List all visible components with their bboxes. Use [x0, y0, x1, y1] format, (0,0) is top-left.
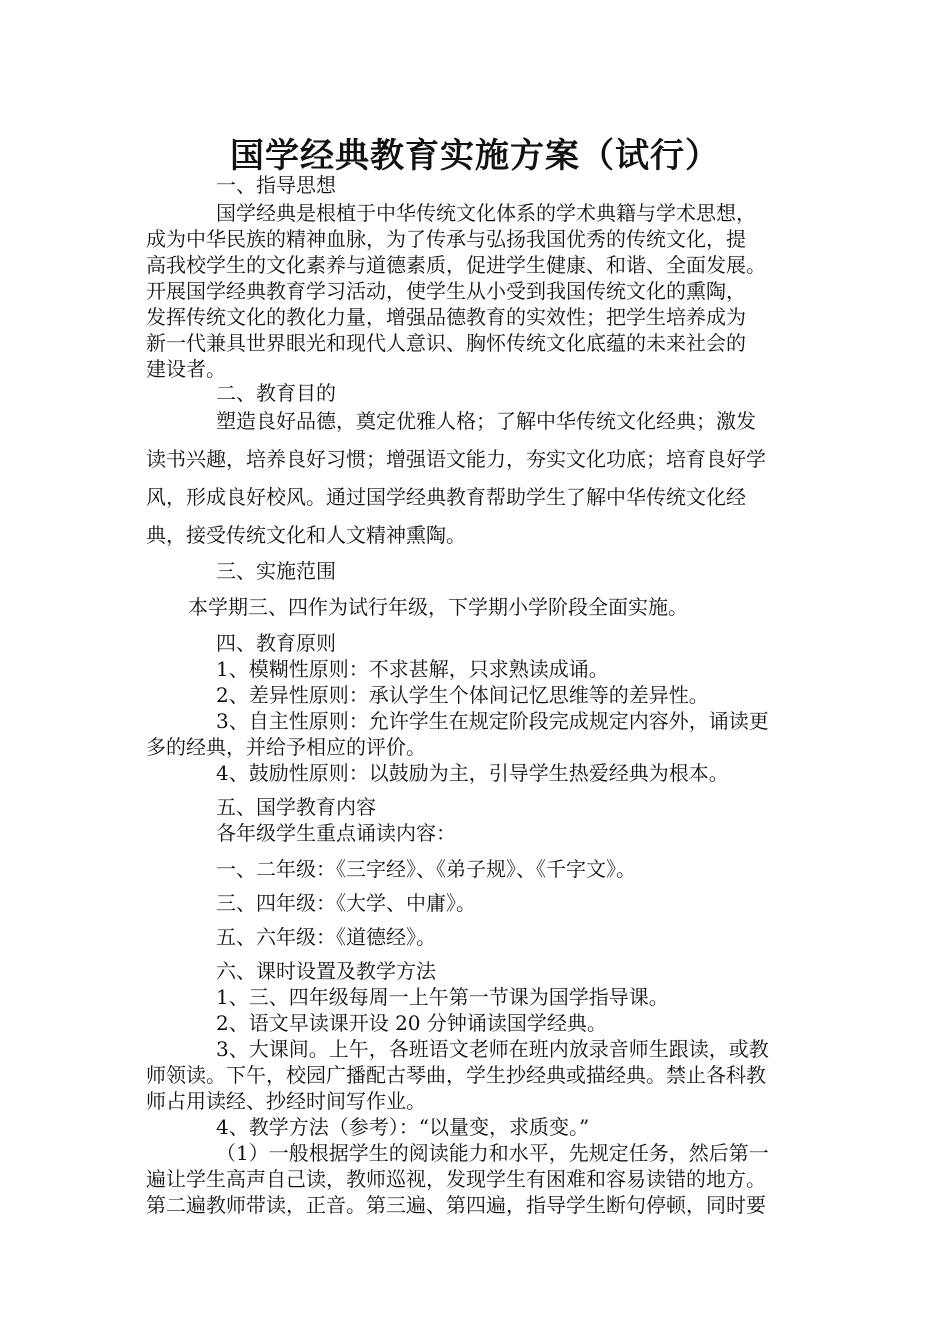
- list-item: 三、四年级：《大学、中庸》。: [216, 891, 476, 915]
- paragraph-line: 读书兴趣，培养良好习惯；增强语文能力，夯实文化功底；培育良好学: [146, 447, 766, 471]
- list-item: 五、六年级：《道德经》。: [216, 925, 436, 949]
- paragraph-line: 风，形成良好校风。通过国学经典教育帮助学生了解中华传统文化经: [146, 485, 746, 509]
- paragraph-line: 新一代兼具世界眼光和现代人意识、胸怀传统文化底蕴的未来社会的: [146, 331, 746, 355]
- paragraph-line: （1）一般根据学生的阅读能力和水平，先规定任务，然后第一: [216, 1141, 769, 1165]
- document-title: 国学经典教育实施方案（试行）: [230, 136, 720, 176]
- section-heading: 一、指导思想: [216, 173, 336, 197]
- paragraph-line: 1、三、四年级每周一上午第一节课为国学指导课。: [216, 985, 669, 1009]
- paragraph-line: 成为中华民族的精神血脉，为了传承与弘扬我国优秀的传统文化，提: [146, 227, 746, 251]
- paragraph-line: 建设者。: [146, 357, 226, 381]
- paragraph-line: 师领读。下午，校园广播配古琴曲，学生抄经典或描经典。禁止各科教: [146, 1063, 766, 1087]
- paragraph-line: 典，接受传统文化和人文精神熏陶。: [146, 523, 466, 547]
- paragraph-line: 2、差异性原则：承认学生个体间记忆思维等的差异性。: [216, 683, 709, 707]
- paragraph-line: 4、鼓励性原则：以鼓励为主，引导学生热爱经典为根本。: [216, 761, 729, 785]
- paragraph-line: 国学经典是根植于中华传统文化体系的学术典籍与学术思想，: [216, 201, 756, 225]
- paragraph-line: 3、自主性原则：允许学生在规定阶段完成规定内容外，诵读更: [216, 709, 769, 733]
- section-heading: 五、国学教育内容: [216, 795, 376, 819]
- paragraph-line: 各年级学生重点诵读内容：: [216, 821, 456, 845]
- section-heading: 六、课时设置及教学方法: [216, 959, 436, 983]
- paragraph-line: 3、大课间。上午，各班语文老师在班内放录音师生跟读，或教: [216, 1037, 769, 1061]
- paragraph-line: 多的经典，并给予相应的评价。: [146, 735, 426, 759]
- paragraph-line: 开展国学经典教育学习活动，使学生从小受到我国传统文化的熏陶，: [146, 279, 746, 303]
- paragraph-line: 1、模糊性原则：不求甚解，只求熟读成诵。: [216, 657, 609, 681]
- paragraph-line: 高我校学生的文化素养与道德素质，促进学生健康、和谐、全面发展。: [146, 253, 766, 277]
- section-heading: 二、教育目的: [216, 381, 336, 405]
- list-item: 一、二年级：《三字经》、《弟子规》、《千字文》。: [216, 857, 636, 881]
- paragraph-line: 4、教学方法（参考）：“以量变，求质变。”: [216, 1115, 590, 1139]
- paragraph-line: 第二遍教师带读，正音。第三遍、第四遍，指导学生断句停顿，同时要: [146, 1193, 766, 1217]
- paragraph-line: 本学期三、四作为试行年级，下学期小学阶段全面实施。: [188, 595, 688, 619]
- section-heading: 三、实施范围: [216, 559, 336, 583]
- paragraph-line: 发挥传统文化的教化力量，增强品德教育的实效性；把学生培养成为: [146, 305, 746, 329]
- paragraph-line: 遍让学生高声自己读，教师巡视，发现学生有困难和容易读错的地方。: [146, 1167, 766, 1191]
- section-heading: 四、教育原则: [216, 631, 336, 655]
- paragraph-line: 塑造良好品德，奠定优雅人格；了解中华传统文化经典；激发: [216, 409, 756, 433]
- paragraph-line: 师占用读经、抄经时间写作业。: [146, 1089, 426, 1113]
- paragraph-line: 2、语文早读课开设 20 分钟诵读国学经典。: [216, 1011, 607, 1035]
